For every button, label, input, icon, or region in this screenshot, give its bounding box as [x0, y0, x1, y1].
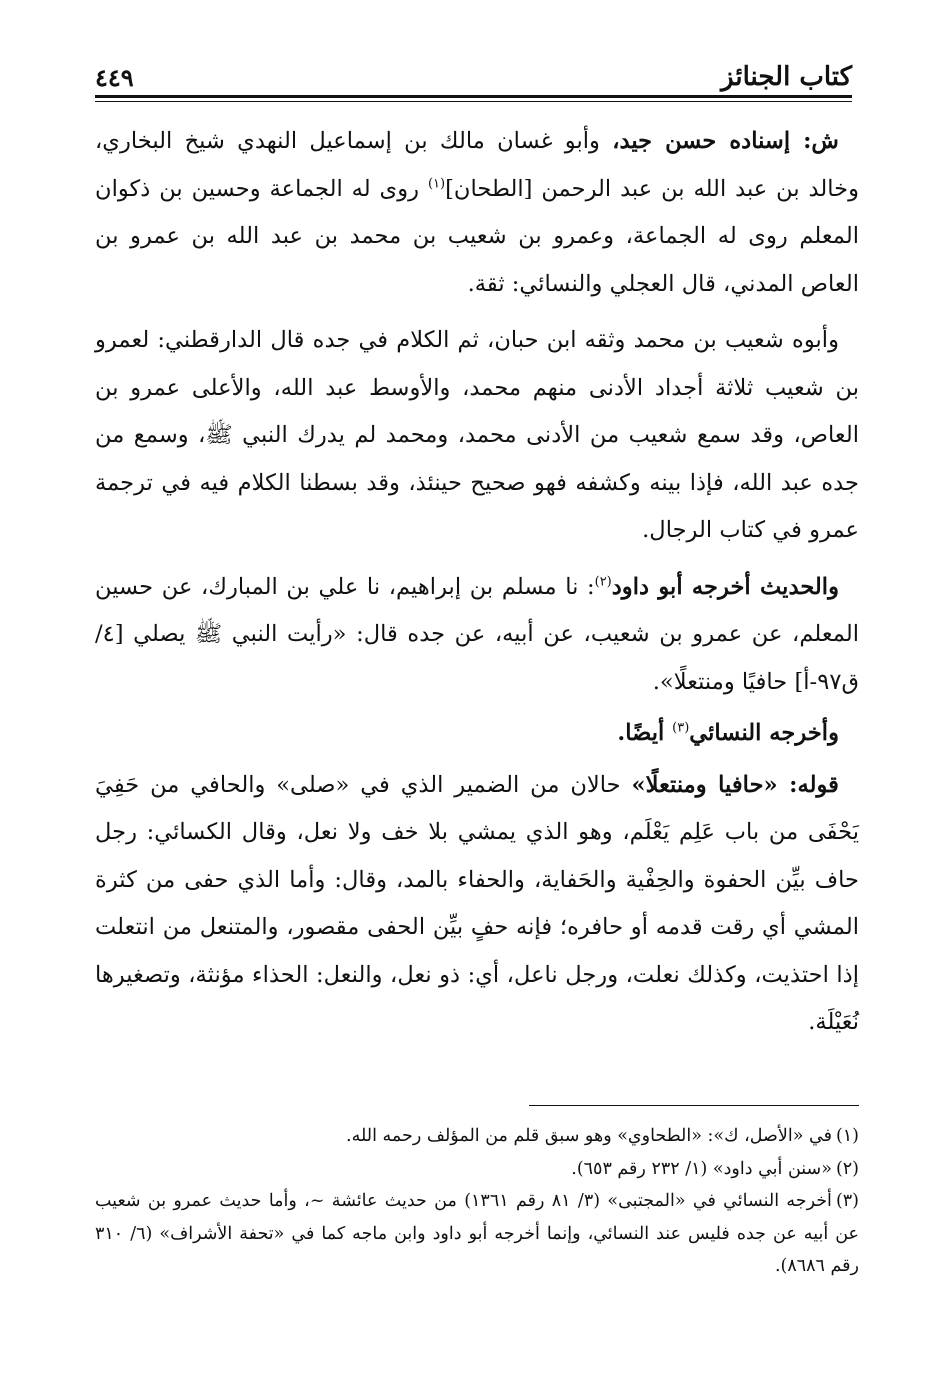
footnote-1-number: (١)	[835, 1126, 859, 1146]
paragraph-5-label: قوله: «حافيا ومنتعلًا»	[631, 771, 839, 798]
paragraph-1-text-a: وأبو غسان مالك بن إسماعيل النهدي شيخ البخاري، وخالد بن عبد الله بن عبد الرحمن [الطحان]	[95, 128, 859, 202]
page-header	[95, 46, 852, 92]
main-text	[95, 118, 859, 1056]
paragraph-4	[95, 710, 859, 758]
paragraph-4-label-a: وأخرجه النسائي	[689, 720, 839, 746]
footnote-ref-2[interactable]: (٢)	[594, 573, 612, 589]
footnote-2-number: (٢)	[835, 1158, 859, 1179]
paragraph-1-text-b: روى له الجماعة وحسين بن ذكوان المعلم روى له الجماعة، وعمرو بن شعيب بن محمد بن عبد الله بن عمرو بن العاص المدني، قال العجلي والنسائي: ثقة.	[95, 175, 859, 297]
footnote-ref-3[interactable]: (٣)	[672, 720, 690, 736]
footnote-1-text: في «الأصل، ك»: «الطحاوي» وهو سبق قلم من المؤلف رحمه الله.	[346, 1126, 832, 1146]
header-rule-thin	[95, 101, 852, 102]
paragraph-2: وأبوه شعيب بن محمد وثقه ابن حبان، ثم الكلام في جده قال الدارقطني: لعمرو بن شعيب ثلاثة أجداد الأدنى منهم محمد، والأوسط عبد الله، والأعلى عمرو بن العاص، وقد سمع شعيب من الأدنى محمد، ومحمد لم يدرك النبي ﷺ، وسمع من جده عبد الله، فإذا بينه وكشفه فهو صحيح حينئذ، وقد بسطنا الكلام فيه في ترجمة عمرو في كتاب الرجال.	[95, 327, 859, 543]
footnote-ref-1[interactable]: (١)	[427, 175, 446, 191]
footnote-3-number: (٣)	[835, 1191, 859, 1211]
paragraph-3	[95, 564, 859, 707]
footnote-1	[95, 1120, 859, 1153]
paragraph-1	[95, 118, 859, 308]
paragraph-3-label: والحديث أخرجه أبو داود	[611, 573, 839, 600]
paragraph-3-text: : نا مسلم بن إبراهيم، نا علي بن المبارك، عن حسين المعلم، عن عمرو بن شعيب، عن أبيه، عن جده قال: «رأيت النبي ﷺ يصلي [٤/ ق٩٧-أ] حافيًا ومنتعلًا».	[95, 573, 859, 695]
footnote-2	[95, 1153, 859, 1186]
paragraph-4-label-b: أيضًا.	[617, 720, 673, 746]
footnotes	[95, 1120, 859, 1283]
paragraph-5-text: حالان من الضمير الذي في «صلى» والحافي من حَفِيَ يَحْفَى من باب عَلِم يَعْلَم، وهو الذي يمشي بلا خف ولا نعل، وقال الكسائي: رجل حاف بيِّن الحفوة والحِفْية والحَفاية، والحفاء بالمد، وقال: وأما الذي حفى من كثرة المشي أي رقت قدمه أو حافره؛ فإنه حفٍ بيِّن الحفى مقصور، والمتنعل من انتعلت إذا احتذيت، وكذلك نعلت، ورجل ناعل، أي: ذو نعل، والنعل: الحذاء مؤنثة، وتصغيرها نُعَيْلَة.	[95, 771, 859, 1035]
footnote-3-text: أخرجه النسائي في «المجتبى» (٣/ ٨١ رقم ١٣٦١) من حديث عائشة ~، وأما حديث عمرو بن شعيب عن أبيه عن جده فليس عند النسائي، وإنما أخرجه أبو داود وابن ماجه كما في «تحفة الأشراف» (٦/ ٣١٠ رقم ٨٦٨٦).	[95, 1191, 859, 1276]
page-number: ٤٤٩	[95, 63, 134, 92]
footnote-separator	[529, 1105, 859, 1106]
footnote-2-text: «سنن أبي داود» (١/ ٢٣٢ رقم ٦٥٣).	[571, 1158, 832, 1179]
header-rule-thick	[95, 95, 852, 98]
paragraph-1-label: ش: إسناده حسن جيد،	[612, 128, 840, 154]
paragraph-5	[95, 762, 859, 1047]
footnote-3	[95, 1185, 859, 1283]
chapter-title: كتاب الجنائز	[721, 62, 852, 92]
